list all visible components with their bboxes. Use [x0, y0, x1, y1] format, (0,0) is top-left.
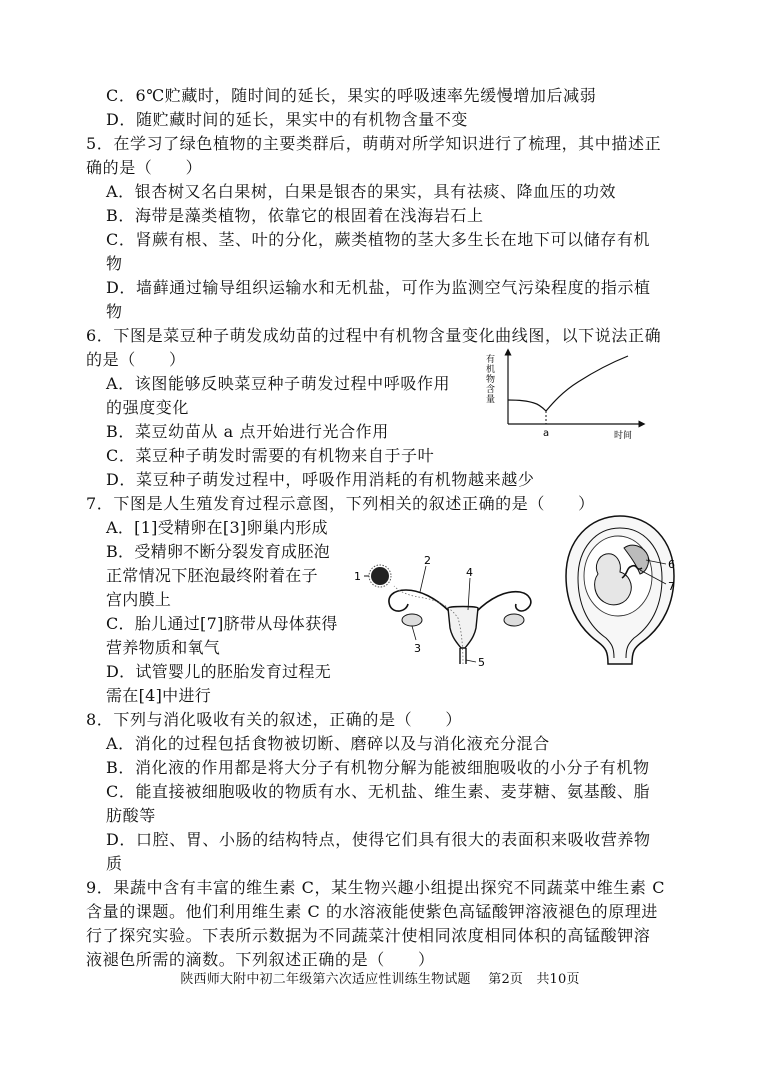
q7-left-oviduct: [389, 590, 450, 612]
q8-option-c-line2: 肪酸等: [106, 806, 156, 825]
q6-option-a-line2: 的强度变化: [106, 398, 190, 417]
q7-label-4: 4: [466, 566, 473, 579]
page-footer: 陕西师大附中初二年级第六次适应性训练生物试题 第2页 共10页: [180, 972, 580, 987]
q7-uterus: [448, 607, 478, 649]
q7-label3-leader: [412, 626, 416, 640]
q7-option-b-line1: B．受精卵不断分裂发育成胚泡: [106, 542, 330, 561]
q7-label-1: 1: [354, 570, 361, 583]
q7-label-3: 3: [414, 642, 421, 655]
q6-chart-ylabel-4: 含: [486, 385, 496, 395]
q6-option-b: B．菜豆幼苗从 a 点开始进行光合作用: [106, 422, 389, 441]
q7-left-ovary: [402, 614, 422, 626]
q7-label-7: 7: [668, 580, 675, 593]
q7-option-b-line3: 宫内膜上: [106, 590, 172, 609]
q7-label-2: 2: [424, 554, 431, 567]
q7-fertilized-egg: [371, 567, 389, 585]
q7-label-6: 6: [668, 558, 675, 571]
q8-option-c-line1: C．能直接被细胞吸收的物质有水、无机盐、维生素、麦芽糖、氨基酸、脂: [106, 782, 651, 801]
q4-option-c: C．6℃贮藏时，随时间的延长，果实的呼吸速率先缓慢增加后减弱: [106, 86, 597, 105]
q6-option-a-line1: A．该图能够反映菜豆种子萌发过程中呼吸作用: [106, 374, 451, 393]
q7-right-oviduct: [476, 592, 531, 612]
q7-fetus-figure: [562, 512, 692, 668]
q5-option-d-line2: 物: [106, 302, 123, 321]
q7-label2-leader: [420, 566, 426, 592]
q7-label4-leader: [468, 578, 470, 610]
q6-option-c: C．菜豆种子萌发时需要的有机物来自于子叶: [106, 446, 435, 465]
q9-stem-line3: 行了探究实验。下表所示数据为不同蔬菜汁使相同浓度相同体积的高锰酸钾溶: [86, 926, 651, 945]
q6-chart-ylabel-5: 量: [486, 395, 496, 405]
q6-stem-line1: 6．下图是菜豆种子萌发成幼苗的过程中有机物含量变化曲线图，以下说法正确: [86, 326, 662, 345]
q7-option-c-line1: C．胎儿通过[7]脐带从母体获得: [106, 614, 338, 633]
q8-option-b: B．消化液的作用都是将大分子有机物分解为能被细胞吸收的小分子有机物: [106, 758, 650, 777]
q7-option-a: A．[1]受精卵在[3]卵巢内形成: [106, 518, 328, 537]
q5-option-a: A．银杏树又名白果树，白果是银杏的果实，具有祛痰、降血压的功效: [106, 182, 617, 201]
q6-chart-xlabel: 时间: [614, 431, 633, 441]
q7-option-d-line1: D．试管婴儿的胚胎发育过程无: [106, 662, 332, 681]
q7-option-d-line2: 需在[4]中进行: [106, 686, 212, 705]
q8-stem: 8．下列与消化吸收有关的叙述，正确的是（ ）: [86, 710, 462, 729]
q8-option-d-line2: 质: [106, 854, 123, 873]
q9-stem-line1: 9．果蔬中含有丰富的维生素 C，某生物兴趣小组提出探究不同蔬菜中维生素 C: [86, 878, 666, 897]
q6-chart-point-a: a: [543, 428, 550, 439]
q5-option-d-line1: D．墙藓通过输导组织运输水和无机盐，可作为监测空气污染程度的指示植: [106, 278, 651, 297]
q5-option-c-line1: C．肾蕨有根、茎、叶的分化，蕨类植物的茎大多生长在地下可以储存有机: [106, 230, 651, 249]
q7-label-5: 5: [478, 656, 485, 669]
q8-option-d-line1: D．口腔、胃、小肠的结构特点，使得它们具有很大的表面积来吸收营养物: [106, 830, 651, 849]
q9-stem-line2: 含量的课题。他们利用维生素 C 的水溶液能使紫色高锰酸钾溶液褪色的原理进: [86, 902, 659, 921]
q7-option-b-line2: 正常情况下胚泡最终附着在子: [106, 566, 318, 585]
q8-option-a: A．消化的过程包括食物被切断、磨碎以及与消化液充分混合: [106, 734, 550, 753]
q7-option-c-line2: 营养物质和氧气: [106, 638, 221, 657]
q6-chart-ylabel-1: 有: [486, 355, 496, 365]
q6-chart-ylabel-3: 物: [486, 375, 496, 385]
q7-label5-leader: [466, 660, 476, 662]
q6-stem-line2: 的是（ ）: [86, 350, 186, 369]
q7-stem: 7．下图是人生殖发育过程示意图，下列相关的叙述正确的是（ ）: [86, 494, 595, 513]
q5-stem-line2: 确的是（ ）: [86, 158, 203, 177]
q4-option-d: D．随贮藏时间的延长，果实中的有机物含量不变: [106, 110, 469, 129]
q6-organic-matter-chart: [482, 348, 652, 444]
q5-stem-line1: 5．在学习了绿色植物的主要类群后，萌萌对所学知识进行了梳理，其中描述正: [86, 134, 662, 153]
q5-option-b: B．海带是藻类植物，依靠它的根固着在浅海岩石上: [106, 206, 484, 225]
q6-chart-curve: [508, 356, 628, 411]
q5-option-c-line2: 物: [106, 254, 123, 273]
q6-chart-ylabel-2: 机: [486, 365, 496, 375]
q6-option-d: D．菜豆种子萌发过程中，呼吸作用消耗的有机物越来越少: [106, 470, 535, 489]
q7-right-ovary: [504, 614, 524, 626]
q7-reproductive-system-figure: [350, 552, 540, 672]
q9-stem-line4: 液褪色所需的滴数。下列叙述正确的是（ ）: [86, 950, 435, 969]
